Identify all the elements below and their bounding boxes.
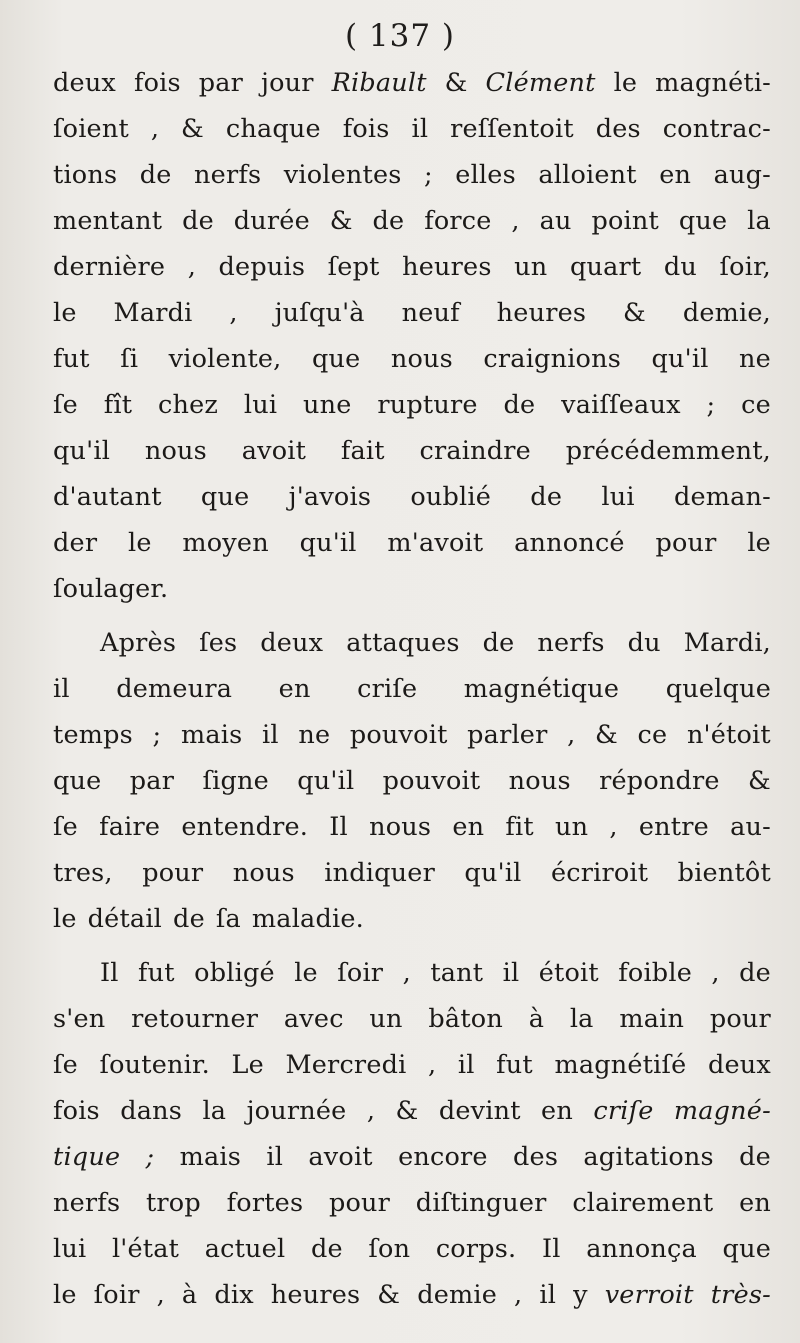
text-line bbox=[53, 290, 771, 336]
word: , bbox=[229, 298, 238, 328]
word: , bbox=[711, 958, 720, 988]
word: de bbox=[372, 206, 405, 236]
word: contrac- bbox=[662, 114, 771, 144]
text-line bbox=[53, 382, 771, 428]
word: , bbox=[609, 812, 618, 842]
word: ; bbox=[145, 1142, 155, 1172]
text-line bbox=[53, 60, 771, 106]
word: Clément bbox=[485, 68, 596, 98]
word: qu'il bbox=[299, 528, 357, 558]
word: corps. bbox=[435, 1234, 517, 1264]
word: ſoir, bbox=[719, 252, 771, 282]
word: magné- bbox=[673, 1096, 771, 1126]
page-number: ( 137 ) bbox=[344, 18, 456, 54]
word: chez bbox=[158, 390, 219, 420]
word: j'avois bbox=[288, 482, 372, 512]
word: quelque bbox=[665, 674, 771, 704]
word: un bbox=[555, 812, 589, 842]
word: de bbox=[503, 390, 536, 420]
text-line bbox=[53, 850, 771, 896]
text-line bbox=[53, 712, 771, 758]
word: à bbox=[181, 1280, 198, 1310]
word: le bbox=[53, 904, 77, 934]
word: verroit bbox=[604, 1280, 694, 1310]
word: magnétique bbox=[463, 674, 620, 704]
word: lui bbox=[53, 1234, 87, 1264]
word: mais bbox=[179, 1142, 242, 1172]
word: nous bbox=[369, 812, 432, 842]
word: moyen bbox=[182, 528, 269, 558]
word: criſe bbox=[357, 674, 418, 704]
word: aug- bbox=[713, 160, 771, 190]
word: tions bbox=[53, 160, 118, 190]
word: & bbox=[595, 720, 618, 750]
text-line bbox=[53, 804, 771, 850]
word: mais bbox=[180, 720, 243, 750]
word: nous bbox=[144, 436, 207, 466]
word: nous bbox=[508, 766, 571, 796]
word: annonça bbox=[586, 1234, 697, 1264]
word: , bbox=[402, 958, 411, 988]
word: au- bbox=[730, 812, 771, 842]
word: du bbox=[627, 628, 661, 658]
word: pouvoit bbox=[382, 766, 481, 796]
word: Ribault bbox=[331, 68, 427, 98]
word: mentant bbox=[53, 206, 163, 236]
word: retourner bbox=[131, 1004, 259, 1034]
word: la bbox=[202, 1096, 227, 1126]
word: répondre bbox=[599, 766, 720, 796]
word: faire bbox=[99, 812, 161, 842]
word: que bbox=[678, 206, 728, 236]
word: ſi bbox=[120, 344, 139, 374]
body-text bbox=[53, 60, 771, 1318]
word: n'étoit bbox=[686, 720, 771, 750]
word: d'autant bbox=[53, 482, 162, 512]
word: il bbox=[502, 958, 520, 988]
word: point bbox=[591, 206, 659, 236]
word: , bbox=[187, 252, 196, 282]
word: ne bbox=[739, 344, 771, 374]
word: au bbox=[539, 206, 572, 236]
word: qu'il bbox=[53, 436, 111, 466]
word: de bbox=[310, 1234, 343, 1264]
word: deux bbox=[53, 68, 117, 98]
word: oublié bbox=[410, 482, 492, 512]
word: par bbox=[129, 766, 175, 796]
word: de bbox=[530, 482, 563, 512]
word: très- bbox=[710, 1280, 771, 1310]
text-line bbox=[53, 198, 771, 244]
word: deux bbox=[260, 628, 324, 658]
word: criſe bbox=[593, 1096, 654, 1126]
word: heures bbox=[496, 298, 587, 328]
text-line bbox=[53, 336, 771, 382]
text-line bbox=[53, 152, 771, 198]
word: entre bbox=[638, 812, 709, 842]
word: le bbox=[613, 68, 638, 98]
text-line bbox=[53, 1180, 771, 1226]
word: fois bbox=[342, 114, 390, 144]
word: avoit bbox=[308, 1142, 373, 1172]
word: Le bbox=[231, 1050, 264, 1080]
word: rupture bbox=[377, 390, 478, 420]
word: annoncé bbox=[514, 528, 625, 558]
word: en bbox=[659, 160, 692, 190]
word: ſoir bbox=[93, 1280, 140, 1310]
word: & bbox=[444, 68, 468, 98]
word: temps bbox=[53, 720, 133, 750]
word: des bbox=[595, 114, 641, 144]
word: trop bbox=[145, 1188, 201, 1218]
text-line bbox=[53, 1088, 771, 1134]
text-line bbox=[53, 520, 771, 566]
word: il bbox=[539, 1280, 557, 1310]
word: magnéti- bbox=[655, 68, 771, 98]
word: vaiſſeaux bbox=[561, 390, 681, 420]
word: en bbox=[541, 1096, 573, 1126]
word: juſqu'à bbox=[274, 298, 365, 328]
word: dans bbox=[120, 1096, 183, 1126]
word: lui bbox=[601, 482, 635, 512]
word: il bbox=[266, 1142, 284, 1172]
word: , bbox=[428, 1050, 437, 1080]
word: fois bbox=[133, 68, 181, 98]
text-line bbox=[53, 244, 771, 290]
word: le bbox=[53, 1280, 77, 1310]
word: pour bbox=[655, 528, 717, 558]
word: de bbox=[739, 958, 771, 988]
word: , bbox=[511, 206, 520, 236]
word: de bbox=[482, 628, 515, 658]
word: diſtinguer bbox=[415, 1188, 547, 1218]
word: ſa bbox=[215, 904, 241, 934]
word: Mardi, bbox=[683, 628, 771, 658]
word: des bbox=[513, 1142, 559, 1172]
word: nous bbox=[390, 344, 453, 374]
word: avoit bbox=[241, 436, 307, 466]
word: fut bbox=[138, 958, 175, 988]
word: la bbox=[747, 206, 771, 236]
word: le bbox=[53, 298, 77, 328]
word: durée bbox=[233, 206, 310, 236]
word: ſe bbox=[53, 1050, 78, 1080]
word: force bbox=[424, 206, 492, 236]
word: dix bbox=[214, 1280, 254, 1310]
word: ſe bbox=[53, 812, 78, 842]
word: dernière bbox=[53, 252, 166, 282]
word: fit bbox=[505, 812, 534, 842]
text-line bbox=[53, 950, 771, 996]
word: le bbox=[747, 528, 771, 558]
word: quart bbox=[569, 252, 642, 282]
text-line bbox=[53, 1042, 771, 1088]
word: violente, bbox=[168, 344, 282, 374]
word: Il bbox=[329, 812, 348, 842]
word: que bbox=[53, 766, 102, 796]
word: écriroit bbox=[550, 858, 649, 888]
word: tique bbox=[53, 1142, 121, 1172]
word: neuf bbox=[401, 298, 460, 328]
word: qu'il bbox=[297, 766, 355, 796]
word: nous bbox=[232, 858, 295, 888]
word: un bbox=[514, 252, 548, 282]
word: fut bbox=[496, 1050, 533, 1080]
word: & bbox=[181, 114, 204, 144]
word: y bbox=[573, 1280, 588, 1310]
text-line bbox=[53, 566, 771, 612]
word: pour bbox=[142, 858, 204, 888]
word: s'en bbox=[53, 1004, 106, 1034]
word: journée bbox=[246, 1096, 347, 1126]
word: lui bbox=[243, 390, 278, 420]
word: violentes bbox=[283, 160, 402, 190]
word: fait bbox=[340, 436, 385, 466]
word: de bbox=[182, 206, 214, 236]
word: obligé bbox=[194, 958, 275, 988]
word: chaque bbox=[225, 114, 321, 144]
word: pour bbox=[709, 1004, 771, 1034]
word: avec bbox=[283, 1004, 344, 1034]
text-line bbox=[53, 474, 771, 520]
text-line bbox=[53, 1272, 771, 1318]
word: entendre. bbox=[181, 812, 309, 842]
word: & bbox=[329, 206, 353, 236]
word: main bbox=[619, 1004, 685, 1034]
word: ; bbox=[706, 390, 716, 420]
text-line bbox=[53, 620, 771, 666]
word: Mardi bbox=[113, 298, 193, 328]
word: étoit bbox=[538, 958, 599, 988]
word: , bbox=[366, 1096, 376, 1126]
text-line bbox=[53, 428, 771, 474]
word: du bbox=[663, 252, 698, 282]
word: que bbox=[311, 344, 361, 374]
word: de bbox=[739, 1142, 771, 1172]
word: nerfs bbox=[537, 628, 605, 658]
word: l'état bbox=[111, 1234, 180, 1264]
word: il bbox=[53, 674, 70, 704]
word: ſept bbox=[327, 252, 380, 282]
word: précédemment, bbox=[565, 436, 771, 466]
word: alloient bbox=[538, 160, 637, 190]
text-line bbox=[53, 1134, 771, 1180]
word: bâton bbox=[428, 1004, 503, 1034]
word: en bbox=[278, 674, 311, 704]
word: que bbox=[200, 482, 250, 512]
word: elles bbox=[455, 160, 516, 190]
word: & bbox=[395, 1096, 419, 1126]
word: m'avoit bbox=[387, 528, 484, 558]
word: , bbox=[514, 1280, 523, 1310]
word: attaques bbox=[346, 628, 460, 658]
word: fois bbox=[53, 1096, 100, 1126]
word: qu'il bbox=[464, 858, 522, 888]
word: demeura bbox=[116, 674, 233, 704]
word: der bbox=[53, 528, 98, 558]
word: ; bbox=[424, 160, 433, 190]
text-line bbox=[53, 996, 771, 1042]
word: un bbox=[369, 1004, 403, 1034]
word: par bbox=[198, 68, 244, 98]
word: bientôt bbox=[677, 858, 771, 888]
word: indiquer bbox=[324, 858, 435, 888]
word: heures bbox=[270, 1280, 361, 1310]
word: & bbox=[377, 1280, 401, 1310]
word: maladie. bbox=[251, 904, 364, 934]
word: heures bbox=[402, 252, 492, 282]
word: agitations bbox=[583, 1142, 714, 1172]
word: craindre bbox=[419, 436, 531, 466]
word: il bbox=[262, 720, 279, 750]
word: reſſentoit bbox=[450, 114, 574, 144]
word: en bbox=[452, 812, 485, 842]
word: ſes bbox=[199, 628, 238, 658]
text-line bbox=[53, 896, 771, 942]
word: deman- bbox=[673, 482, 771, 512]
word: il bbox=[411, 114, 429, 144]
word: ſoir bbox=[337, 958, 384, 988]
word: pour bbox=[328, 1188, 391, 1218]
word: ſoutenir. bbox=[99, 1050, 210, 1080]
word: clairement bbox=[572, 1188, 714, 1218]
word: magnétiſé bbox=[554, 1050, 687, 1080]
word: parler bbox=[467, 720, 548, 750]
word: tant bbox=[430, 958, 484, 988]
text-line bbox=[53, 1226, 771, 1272]
word: foible bbox=[618, 958, 692, 988]
word: fît bbox=[103, 390, 133, 420]
word: & bbox=[748, 766, 771, 796]
word: jour bbox=[261, 68, 314, 98]
word: une bbox=[303, 390, 352, 420]
word: Mercredi bbox=[285, 1050, 407, 1080]
word: de bbox=[139, 160, 172, 190]
word: il bbox=[457, 1050, 475, 1080]
word: encore bbox=[398, 1142, 488, 1172]
word: devint bbox=[438, 1096, 521, 1126]
word: la bbox=[569, 1004, 594, 1034]
word: Il bbox=[541, 1234, 561, 1264]
word: ne bbox=[298, 720, 331, 750]
word: tres, bbox=[53, 858, 113, 888]
word: fortes bbox=[226, 1188, 304, 1218]
word: & bbox=[623, 298, 646, 328]
word: , bbox=[156, 1280, 165, 1310]
word: Il bbox=[100, 958, 119, 988]
text-line bbox=[53, 666, 771, 712]
word: nerfs bbox=[194, 160, 262, 190]
word: le bbox=[294, 958, 318, 988]
word: nerfs bbox=[53, 1188, 121, 1218]
word: détail bbox=[87, 904, 163, 934]
word: ce bbox=[637, 720, 668, 750]
word: qu'il bbox=[651, 344, 709, 374]
word: fut bbox=[53, 344, 90, 374]
word: ; bbox=[152, 720, 162, 750]
word: craignions bbox=[483, 344, 622, 374]
word: demie bbox=[417, 1280, 498, 1310]
word: actuel bbox=[204, 1234, 286, 1264]
word: ſe bbox=[53, 390, 78, 420]
text-line bbox=[53, 758, 771, 804]
word: ſon bbox=[368, 1234, 411, 1264]
word: demie, bbox=[682, 298, 771, 328]
word: en bbox=[739, 1188, 771, 1218]
word: à bbox=[528, 1004, 545, 1034]
word: que bbox=[722, 1234, 771, 1264]
word: Après bbox=[100, 628, 177, 658]
word: ce bbox=[741, 390, 771, 420]
word: ſigne bbox=[202, 766, 269, 796]
word: depuis bbox=[218, 252, 306, 282]
word: , bbox=[150, 114, 160, 144]
word: ſoient bbox=[53, 114, 129, 144]
word: le bbox=[127, 528, 152, 558]
word: deux bbox=[707, 1050, 771, 1080]
word: ſoulager. bbox=[53, 574, 169, 604]
word: de bbox=[173, 904, 205, 934]
word: pouvoit bbox=[349, 720, 448, 750]
word: , bbox=[567, 720, 576, 750]
text-line bbox=[53, 106, 771, 152]
